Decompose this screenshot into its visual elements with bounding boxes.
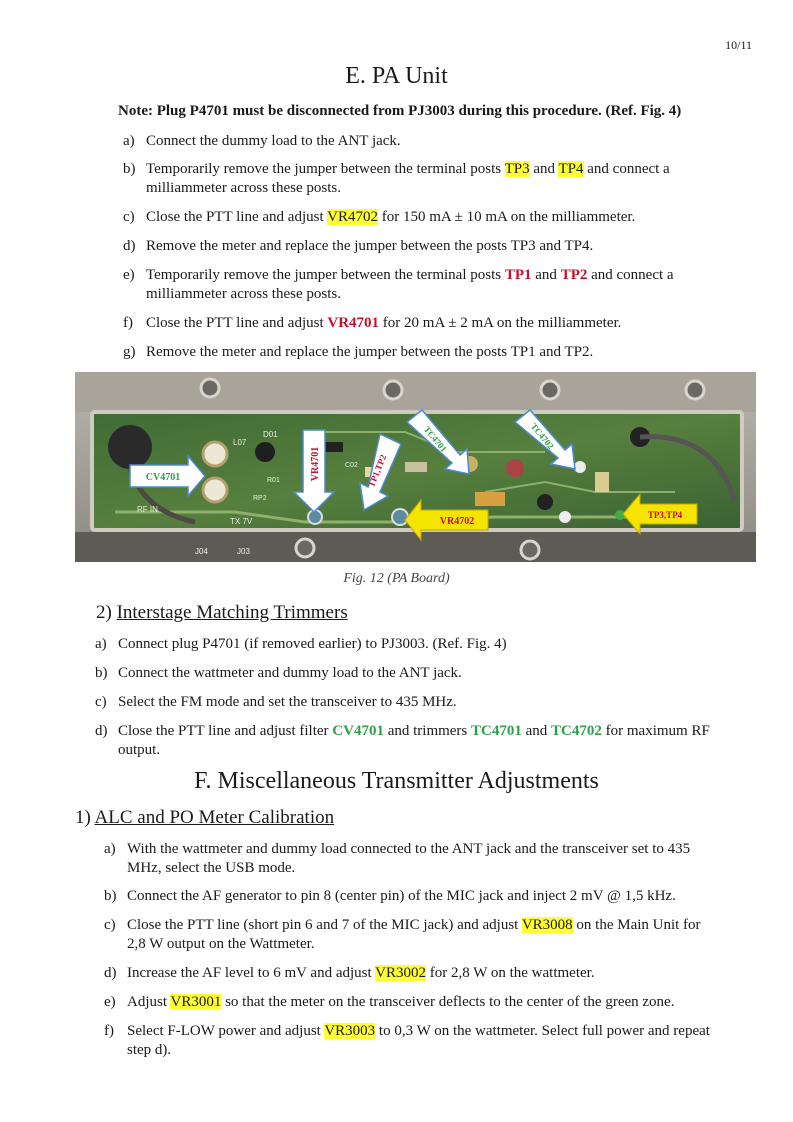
item-text-line2: step d). xyxy=(127,1042,172,1058)
label-tc4701: TC4701 xyxy=(421,424,449,454)
list-item xyxy=(104,916,764,956)
item-text: Close the PTT line and adjust xyxy=(146,209,328,225)
interstage-heading-number: 2) xyxy=(96,602,112,623)
silk-rf-in: RF IN xyxy=(137,505,158,514)
silk-tx7v: TX 7V xyxy=(230,517,253,526)
item-text: Remove the meter and replace the jumper between the posts TP1 and TP2. xyxy=(146,344,594,360)
keyword-vr4701: VR4701 xyxy=(327,315,380,331)
highlight-vr3002: VR3002 xyxy=(375,965,426,981)
item-label: a) xyxy=(95,636,107,652)
item-text: for 2,8 W on the wattmeter. xyxy=(426,965,595,981)
item-text: Temporarily remove the jumper between the terminal posts xyxy=(146,267,505,283)
list-item xyxy=(104,1022,764,1062)
item-text: Temporarily remove the jumper between the terminal posts xyxy=(146,161,505,177)
keyword-tp2: TP2 xyxy=(560,267,588,283)
highlight-vr3003: VR3003 xyxy=(324,1023,376,1039)
item-label: c) xyxy=(95,694,107,710)
list-item xyxy=(123,266,763,306)
list-item xyxy=(123,132,763,152)
item-label: d) xyxy=(95,723,108,739)
label-tp1-tp2: TP1,TP2 xyxy=(366,453,389,489)
item-text: on the Main Unit for xyxy=(572,917,701,933)
item-text: Remove the meter and replace the jumper between the posts TP3 and TP4. xyxy=(146,238,594,254)
item-label: b) xyxy=(123,161,136,177)
label-cv4701: CV4701 xyxy=(145,472,181,483)
silk-j04: J04 xyxy=(195,547,208,556)
interstage-heading-text: Interstage Matching Trimmers xyxy=(116,602,348,623)
item-text: for 20 mA ± 2 mA on the milliammeter. xyxy=(379,315,622,331)
item-label: a) xyxy=(104,841,116,857)
item-label: c) xyxy=(123,209,135,225)
label-tp3-tp4: TP3,TP4 xyxy=(647,510,683,520)
keyword-cv4701: CV4701 xyxy=(332,723,384,739)
item-text: Increase the AF level to 6 mV and adjust xyxy=(127,965,376,981)
list-item xyxy=(104,887,764,907)
item-text: Connect plug P4701 (if removed earlier) to PJ3003. (Ref. Fig. 4) xyxy=(118,636,507,652)
item-text: Connect the AF generator to pin 8 (center pin) of the MIC jack and inject 2 mV @ 1,5 kHz. xyxy=(127,888,676,904)
item-text-line2: milliammeter across these posts. xyxy=(146,180,341,196)
list-item xyxy=(95,664,755,684)
item-text: Connect the dummy load to the ANT jack. xyxy=(146,133,401,149)
label-vr4701: VR4701 xyxy=(310,446,321,482)
highlight-tp4: TP4 xyxy=(558,161,584,177)
label-tc4702: TC4702 xyxy=(528,421,556,451)
item-text: and xyxy=(531,267,561,283)
highlight-vr3008: VR3008 xyxy=(521,917,573,933)
list-item xyxy=(123,314,763,334)
item-label: a) xyxy=(123,133,135,149)
item-text: and xyxy=(521,723,552,739)
silk-d01: D01 xyxy=(263,430,278,439)
list-item xyxy=(95,722,755,762)
silk-c02: C02 xyxy=(345,462,358,469)
item-text: and xyxy=(529,161,559,177)
silk-r01: R01 xyxy=(267,477,280,484)
item-label: f) xyxy=(104,1023,114,1039)
item-text: for maximum RF xyxy=(601,723,710,739)
item-text: Select F-LOW power and adjust xyxy=(127,1023,325,1039)
item-label: g) xyxy=(123,344,136,360)
list-item xyxy=(95,693,755,713)
item-text: Connect the wattmeter and dummy load to the ANT jack. xyxy=(118,665,462,681)
section-f-title: F. Miscellaneous Transmitter Adjustments xyxy=(194,768,599,794)
item-text: Adjust xyxy=(127,994,171,1010)
item-text: and trimmers xyxy=(383,723,472,739)
item-text: Close the PTT line and adjust xyxy=(146,315,328,331)
alc-heading-text: ALC and PO Meter Calibration xyxy=(94,807,335,828)
item-text-line2: output. xyxy=(118,742,161,758)
highlight-vr3001: VR3001 xyxy=(170,994,222,1010)
list-item xyxy=(123,343,763,363)
item-text: Close the PTT line and adjust filter xyxy=(118,723,333,739)
interstage-heading xyxy=(96,602,348,624)
item-text: Close the PTT line (short pin 6 and 7 of the MIC jack) and adjust xyxy=(127,917,522,933)
item-label: e) xyxy=(104,994,116,1010)
list-item xyxy=(123,160,763,200)
label-vr4702: VR4702 xyxy=(439,516,475,527)
section-e-title: E. PA Unit xyxy=(345,63,448,89)
highlight-vr4702: VR4702 xyxy=(327,209,378,225)
item-text: Select the FM mode and set the transceiver to 435 MHz. xyxy=(118,694,457,710)
item-label: f) xyxy=(123,315,133,331)
item-label: d) xyxy=(123,238,136,254)
item-text-line2: milliammeter across these posts. xyxy=(146,286,341,302)
keyword-tc4702: TC4702 xyxy=(551,723,602,739)
keyword-tp1: TP1 xyxy=(504,267,532,283)
figure-caption: Fig. 12 (PA Board) xyxy=(343,571,450,586)
list-item xyxy=(123,237,763,257)
item-text-line2: 2,8 W output on the Wattmeter. xyxy=(127,936,315,952)
list-item xyxy=(104,964,764,984)
page-number: 10/11 xyxy=(725,38,752,52)
note: Note: Plug P4701 must be disconnected from PJ3003 during this procedure. (Ref. Fig. 4) xyxy=(118,103,682,119)
item-text: to 0,3 W on the wattmeter. Select full power and repeat xyxy=(375,1023,710,1039)
alc-heading-number: 1) xyxy=(75,807,91,828)
silk-rp2: RP2 xyxy=(253,495,267,502)
item-label: b) xyxy=(95,665,108,681)
highlight-tp3: TP3 xyxy=(504,161,530,177)
item-label: e) xyxy=(123,267,135,283)
list-item xyxy=(104,840,764,880)
item-text: and connect a xyxy=(587,267,674,283)
silk-j03: J03 xyxy=(237,547,250,556)
list-item xyxy=(95,635,755,655)
keyword-tc4701: TC4701 xyxy=(471,723,522,739)
pa-board-photo xyxy=(75,372,756,562)
item-label: b) xyxy=(104,888,117,904)
alc-heading xyxy=(75,807,334,829)
item-text-line2: MHz, select the USB mode. xyxy=(127,860,296,876)
list-item xyxy=(123,208,763,228)
item-text: for 150 mA ± 10 mA on the milliammeter. xyxy=(377,209,636,225)
item-text: and connect a xyxy=(583,161,670,177)
item-text: so that the meter on the transceiver deflects to the center of the green zone. xyxy=(221,994,675,1010)
list-item xyxy=(104,993,764,1013)
item-label: d) xyxy=(104,965,117,981)
silk-l07: L07 xyxy=(233,438,247,447)
item-label: c) xyxy=(104,917,116,933)
item-text: With the wattmeter and dummy load connected to the ANT jack and the transceiver set to 435 xyxy=(127,841,691,857)
